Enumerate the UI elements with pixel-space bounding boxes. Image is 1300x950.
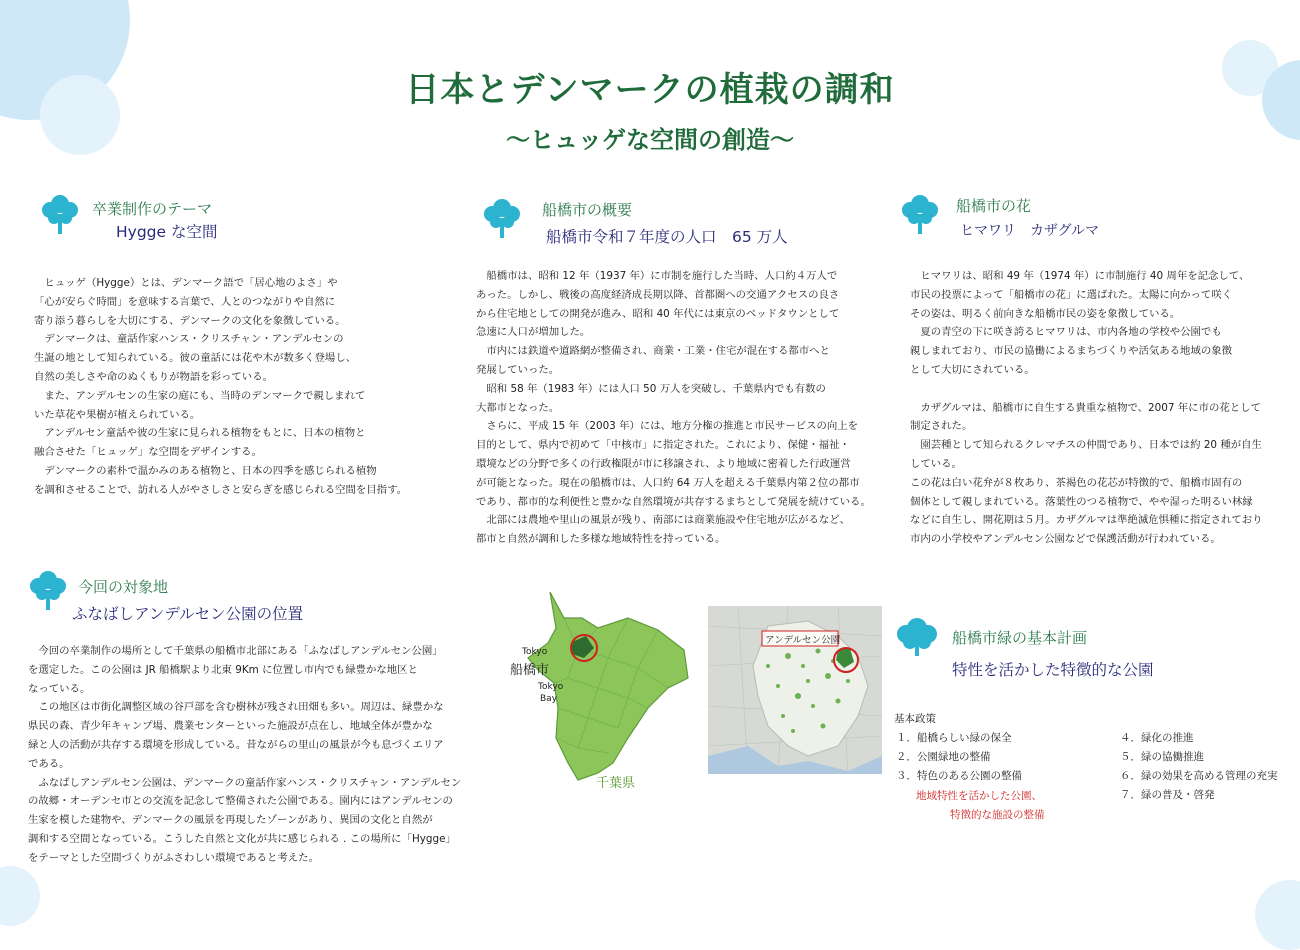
flower-line: その姿は、明るく前向きな船橋市民の姿を象徴している。 (910, 307, 1181, 320)
decor-bubble-bottom-right (1255, 880, 1300, 950)
overview-line: 発展していった。 (476, 363, 560, 376)
site-line: 今回の卒業制作の場所として千葉県の船橋市北部にある「ふなばしアンデルセン公園」 (28, 645, 443, 657)
theme-line: ヒュッゲ（Hygge）とは、デンマーク語で「居心地のよさ」や (34, 277, 338, 289)
policy-left-line: ３．特色のある公園の整備 (896, 770, 1022, 782)
section-title-theme: 卒業制作のテーマ (92, 200, 213, 218)
policy-right-line: ６．緑の効果を高める管理の充実 (1120, 770, 1278, 782)
chiba-map (498, 588, 694, 788)
section-subtitle-flower: ヒマワリ カザグルマ (960, 223, 1100, 239)
flower-line: 市民の投票によって「船橋市の花」に選ばれた。太陽に向かって咲く (910, 288, 1233, 301)
map-label-funabashi: 船橋市 (510, 663, 550, 678)
body-text-overview (476, 267, 871, 549)
overview-line: 大都市となった。 (476, 401, 560, 414)
section-subtitle-theme: Hygge な空間 (116, 223, 218, 241)
site-line: 調和する空間となっている。こうした自然と文化が共に感じられる . この場所に「Hygge」 (28, 832, 456, 845)
overview-line: 都市と自然が調和した多様な地域特性を持っている。 (476, 533, 726, 546)
flower-line: 市内の小学校やアンデルセン公園などで保護活動が行われている。 (910, 533, 1221, 546)
policy-right-line: ５．緑の協働推進 (1120, 751, 1204, 763)
section-title-flower: 船橋市の花 (956, 197, 1032, 215)
site-line: をテーマとした空間づくりがふさわしい環境であると考えた。 (28, 851, 319, 864)
tree-icon (40, 192, 80, 236)
policy-right-line: ７．緑の普及・啓発 (1120, 789, 1215, 801)
flower-line: 個体として親しまれている。落葉性のつる植物で、やや湿った明るい林縁 (910, 495, 1253, 508)
policy-list-right (1120, 729, 1278, 805)
theme-line: アンデルセン童話や彼の生家に見られる植物をもとに、日本の植物と (34, 427, 366, 440)
flower-line: ヒマワリは、昭和 49 年（1974 年）に市制施行 40 周年を記念して、 (910, 270, 1250, 282)
site-line: を選定した。この公園は JR 船橋駅より北東 9Km に位置し市内でも緑豊かな地区と (28, 663, 418, 676)
policy-note-2: 特徴的な施設の整備 (950, 809, 1045, 821)
decor-bubble-bottom-left (0, 866, 40, 926)
site-line: この地区は市街化調整区域の谷戸部を含む樹林が残され田畑も多い。周辺は、緑豊かな (28, 701, 444, 714)
body-text-flower (910, 267, 1263, 549)
theme-line: 寄り添う暮らしを大切にする、デンマークの文化を象徴している。 (34, 314, 346, 327)
theme-line: また、アンデルセンの生家の庭にも、当時のデンマークで親しまれて (34, 389, 366, 402)
flower-line: 制定された。 (910, 420, 973, 433)
policy-right-line: ４．緑化の推進 (1120, 732, 1194, 744)
section-title-green-plan: 船橋市緑の基本計画 (952, 629, 1088, 647)
overview-line: であり、都市的な利便性と豊かな自然環境が共存するまちとして発展を続けている。 (476, 495, 871, 508)
policy-left-line: ２．公園緑地の整備 (896, 751, 991, 763)
flower-line: この花は白い花弁が８枚あり、茶褐色の花芯が特徴的で、船橋市固有の (910, 476, 1243, 489)
overview-line: 昭和 58 年（1983 年）には人口 50 万人を突破し、千葉県内でも有数の (476, 382, 826, 395)
flower-line (910, 380, 1263, 399)
tree-icon (28, 568, 68, 612)
page-subtitle: 〜ヒュッゲな空間の創造〜 (506, 126, 794, 154)
tree-icon (900, 192, 940, 236)
flower-line: などに自生し、開花期は５月。カザグルマは準絶滅危惧種に指定されており (910, 514, 1263, 527)
policy-heading: 基本政策 (894, 713, 936, 725)
overview-line: さらに、平成 15 年（2003 年）には、地方分権の推進と市民サービスの向上を (476, 420, 859, 433)
overview-line: から住宅地としての開発が進み、昭和 40 年代には東京のベッドタウンとして (476, 307, 840, 320)
site-line: 緑と人の活動が共存する環境を形成している。昔ながらの里山の風景が今も息づくエリア (28, 738, 444, 751)
tree-icon (894, 614, 940, 658)
site-line: 県民の森、青少年キャンプ場、農業センターといった施設が点在し、地域全体が豊かな (28, 720, 433, 733)
section-subtitle-green-plan: 特性を活かした特徴的な公園 (952, 661, 1154, 679)
section-title-overview: 船橋市の概要 (542, 201, 633, 219)
overview-line: 急速に人口が増加した。 (476, 326, 591, 339)
section-title-site: 今回の対象地 (78, 578, 169, 596)
overview-line: が可能となった。現在の船橋市は、人口約 64 万人を超える千葉県内第２位の都市 (476, 476, 860, 489)
overview-line: あった。しかし、戦後の高度経済成長期以降、首都圏への交通アクセスの良さ (476, 288, 840, 301)
site-line: 生家を模した建物や、デンマークの風景を再現したゾーンがあり、異国の文化と自然が (28, 814, 433, 827)
theme-line: 「心が安らぐ時間」を意味する言葉で、人とのつながりや自然に (34, 295, 336, 308)
map-label-park: アンデルセン公園 (765, 635, 841, 646)
page-title: 日本とデンマークの植栽の調和 (405, 70, 895, 110)
policy-note-1: 地域特性を活かした公園、 (916, 790, 1042, 802)
theme-line: 自然の美しさや命のぬくもりが物語を彩っている。 (34, 370, 273, 383)
section-subtitle-site: ふなばしアンデルセン公園の位置 (72, 605, 304, 623)
theme-line: いた草花や果樹が植えられている。 (34, 408, 201, 421)
flower-line: 親しまれており、市民の協働によるまちづくりや活気ある地域の象徴 (910, 345, 1233, 358)
policy-left-line: １．船橋らしい緑の保全 (896, 732, 1012, 744)
theme-line: 融合させた「ヒュッゲ」な空間をデザインする。 (34, 446, 262, 459)
overview-line: 目的として、県内で初めて「中核市」に指定された。これにより、保健・福祉・ (476, 439, 850, 452)
flower-line: 夏の青空の下に咲き誇るヒマワリは、市内各地の学校や公園でも (910, 326, 1222, 339)
flower-line: カザグルマは、船橋市に自生する貴重な植物で、2007 年に市の花として (910, 401, 1261, 414)
site-line: である。 (28, 757, 70, 770)
overview-line: 北部には農地や里山の風景が残り、南部には商業施設や住宅地が広がるなど、 (476, 514, 851, 527)
site-line: の故郷・オーデンセ市との交流を記念して整備された公園である。園内にはアンデルセンの (28, 795, 453, 808)
theme-line: 生誕の地として知られている。彼の童話には花や木が数多く登場し、 (34, 352, 357, 365)
site-line: なっている。 (28, 682, 91, 695)
theme-line: を調和させることで、訪れる人がやさしさと安らぎを感じられる空間を目指す。 (34, 483, 408, 496)
flower-line: 園芸種として知られるクレマチスの仲間であり、日本では約 20 種が自生 (910, 439, 1262, 452)
map-label-bay-2: Bay (540, 694, 558, 704)
policy-list-left (896, 729, 1022, 786)
body-text-site (28, 642, 461, 868)
theme-line: デンマークは、童話作家ハンス・クリスチャン・アンデルセンの (34, 333, 344, 346)
body-text-theme (34, 274, 407, 500)
flower-line: として大切にされている。 (910, 363, 1035, 376)
flower-line: している。 (910, 457, 962, 470)
section-subtitle-overview: 船橋市令和７年度の人口 65 万人 (546, 228, 788, 246)
overview-line: 船橋市は、昭和 12 年（1937 年）に市制を施行した当時、人口約４万人で (476, 270, 838, 282)
theme-line: デンマークの素朴で温かみのある植物と、日本の四季を感じられる植物 (34, 464, 377, 477)
map-label-tokyo: Tokyo (522, 647, 548, 657)
map-label-bay-1: Tokyo (538, 682, 564, 692)
overview-line: 環境などの分野で多くの行政権限が市に移譲され、より地域に密着した行政運営 (476, 457, 851, 470)
map-label-chiba: 千葉県 (596, 776, 636, 791)
site-line: ふなばしアンデルセン公園は、デンマークの童話作家ハンス・クリスチャン・アンデルセン (28, 776, 462, 789)
tree-icon (482, 196, 522, 240)
overview-line: 市内には鉄道や道路網が整備され、商業・工業・住宅が混在する都市へと (476, 345, 830, 358)
